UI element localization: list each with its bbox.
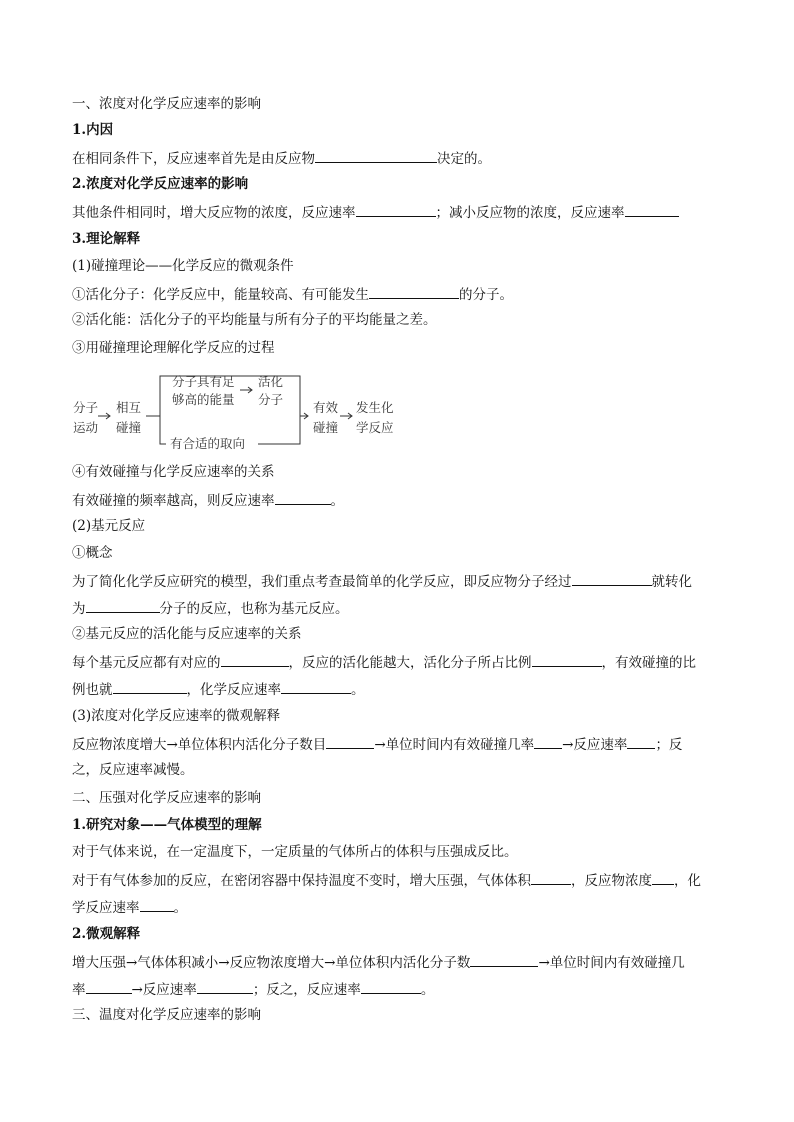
paragraph-gas-model-1: 对于气体来说，在一定温度下，一定质量的气体所占的体积与压强成反比。 bbox=[72, 844, 518, 860]
text: ，有效碰撞的比 bbox=[601, 655, 696, 671]
text: 例也就 bbox=[72, 682, 113, 698]
diagram-label: 发生化 bbox=[356, 400, 394, 415]
answer-blank bbox=[86, 980, 132, 994]
text: 的分子。 bbox=[459, 287, 513, 303]
paragraph-activation-line-2 bbox=[72, 680, 722, 698]
text: 反应物浓度增大→单位体积内活化分子数目 bbox=[72, 737, 327, 753]
text: 每个基元反应都有对应的 bbox=[72, 655, 221, 671]
answer-blank bbox=[140, 898, 174, 912]
text: 。 bbox=[173, 900, 187, 916]
paragraph-pressure-line-2 bbox=[72, 980, 722, 998]
text: 。 bbox=[420, 982, 435, 998]
answer-blank bbox=[315, 149, 437, 163]
text: ；减小反应物的浓度，反应速率 bbox=[435, 205, 625, 221]
subheading-activation-energy-rate: ②基元反应的活化能与反应速率的关系 bbox=[72, 626, 302, 642]
subheading-research-object: 1.研究对象——气体模型的理解 bbox=[72, 817, 262, 833]
subheading-concept: ①概念 bbox=[72, 545, 113, 561]
subheading-theory: 3.理论解释 bbox=[72, 231, 141, 247]
section-1-heading: 一、浓度对化学反应速率的影响 bbox=[72, 96, 261, 112]
text: →反应速率 bbox=[131, 982, 197, 998]
subheading-internal-cause: 1.内因 bbox=[72, 122, 114, 138]
answer-blank bbox=[534, 735, 562, 749]
paragraph-internal-cause bbox=[72, 149, 722, 167]
text: 为了简化化学反应研究的模型，我们重点考查最简单的化学反应，即反应物分子经过 bbox=[72, 574, 572, 590]
text: 有效碰撞的频率越高，则反应速率 bbox=[72, 493, 275, 509]
text: ①活化分子：化学反应中，能量较高、有可能发生 bbox=[72, 287, 369, 303]
subheading-elementary-reaction: (2)基元反应 bbox=[72, 518, 146, 534]
answer-blank bbox=[86, 599, 160, 613]
paragraph-micro-line-2: 之，反应速率减慢。 bbox=[72, 762, 194, 778]
section-3-heading: 三、温度对化学反应速率的影响 bbox=[72, 1007, 261, 1023]
text: ；反 bbox=[655, 737, 683, 753]
answer-blank bbox=[113, 680, 187, 694]
text: 学反应速率 bbox=[72, 900, 140, 916]
answer-blank bbox=[652, 871, 674, 885]
answer-blank bbox=[197, 980, 253, 994]
answer-blank bbox=[275, 491, 331, 505]
diagram-label: 运动 bbox=[73, 420, 99, 435]
text: →单位时间内有效碰撞几率 bbox=[374, 737, 535, 753]
answer-blank bbox=[369, 285, 459, 299]
section-2-heading: 二、压强对化学反应速率的影响 bbox=[72, 790, 261, 806]
diagram-label: 有合适的取向 bbox=[170, 436, 246, 451]
diagram-label: 碰撞 bbox=[116, 420, 142, 435]
paragraph-concentration-effect bbox=[72, 203, 722, 221]
subheading-micro-explanation-pressure: 2.微观解释 bbox=[72, 926, 141, 942]
diagram-label: 相互 bbox=[116, 400, 142, 415]
diagram-label: 有效 bbox=[313, 400, 339, 415]
diagram-label: 够高的能量 bbox=[172, 392, 235, 407]
answer-blank bbox=[470, 953, 538, 967]
text: 为 bbox=[72, 601, 86, 617]
text: 增大压强→气体体积减小→反应物浓度增大→单位体积内活化分子数 bbox=[72, 955, 471, 971]
text: 对于有气体参加的反应，在密闭容器中保持温度不变时，增大压强，气体体积 bbox=[72, 873, 531, 889]
diagram-label: 活化 bbox=[258, 374, 284, 389]
answer-blank bbox=[532, 653, 602, 667]
paragraph-activated-molecule bbox=[72, 285, 722, 303]
diagram-label: 分子 bbox=[73, 400, 99, 415]
paragraph-pressure-line-1 bbox=[72, 953, 722, 971]
paragraph-micro-line-1 bbox=[72, 735, 722, 753]
diagram-label: 分子具有足 bbox=[172, 374, 235, 389]
answer-blank bbox=[221, 653, 289, 667]
text: 就转化 bbox=[651, 574, 692, 590]
text: 率 bbox=[72, 982, 86, 998]
text: 。 bbox=[330, 493, 344, 509]
paragraph-concept-line-1 bbox=[72, 572, 722, 590]
answer-blank bbox=[356, 203, 436, 217]
diagram-label: 碰撞 bbox=[313, 420, 339, 435]
paragraph-collision-process: ③用碰撞理论理解化学反应的过程 bbox=[72, 340, 275, 356]
text: ，化学反应速率 bbox=[186, 682, 281, 698]
diagram-label: 分子 bbox=[258, 392, 284, 407]
diagram-label: 学反应 bbox=[356, 420, 394, 435]
text: 在相同条件下，反应速率首先是由反应物 bbox=[72, 151, 315, 167]
text: →反应速率 bbox=[562, 737, 628, 753]
paragraph-effective-collision bbox=[72, 491, 722, 509]
paragraph-concept-line-2 bbox=[72, 599, 722, 617]
subheading-concentration-effect: 2.浓度对化学反应速率的影响 bbox=[72, 176, 249, 192]
answer-blank bbox=[572, 572, 652, 586]
text: →单位时间内有效碰撞几 bbox=[538, 955, 685, 971]
subheading-collision-theory: (1)碰撞理论——化学反应的微观条件 bbox=[72, 258, 294, 274]
text: 其他条件相同时，增大反应物的浓度，反应速率 bbox=[72, 205, 356, 221]
text: 决定的。 bbox=[437, 151, 491, 167]
text: ，化 bbox=[674, 873, 701, 889]
text: 。 bbox=[351, 682, 365, 698]
paragraph-gas-model-3 bbox=[72, 898, 722, 916]
text: ，反应物浓度 bbox=[571, 873, 652, 889]
paragraph-effective-collision-heading: ④有效碰撞与化学反应速率的关系 bbox=[72, 464, 275, 480]
answer-blank bbox=[625, 203, 679, 217]
answer-blank bbox=[627, 735, 655, 749]
collision-process-diagram bbox=[68, 368, 408, 458]
paragraph-activation-line-1 bbox=[72, 653, 722, 671]
answer-blank bbox=[281, 680, 351, 694]
paragraph-activation-energy: ②活化能：活化分子的平均能量与所有分子的平均能量之差。 bbox=[72, 312, 437, 328]
text: ，反应的活化能越大，活化分子所占比例 bbox=[288, 655, 532, 671]
paragraph-gas-model-2 bbox=[72, 871, 722, 889]
answer-blank bbox=[326, 735, 374, 749]
answer-blank bbox=[361, 980, 421, 994]
text: ；反之，反应速率 bbox=[252, 982, 361, 998]
subheading-micro-explanation: (3)浓度对化学反应速率的微观解释 bbox=[72, 708, 281, 724]
text: 分子的反应，也称为基元反应。 bbox=[159, 601, 349, 617]
answer-blank bbox=[531, 871, 571, 885]
